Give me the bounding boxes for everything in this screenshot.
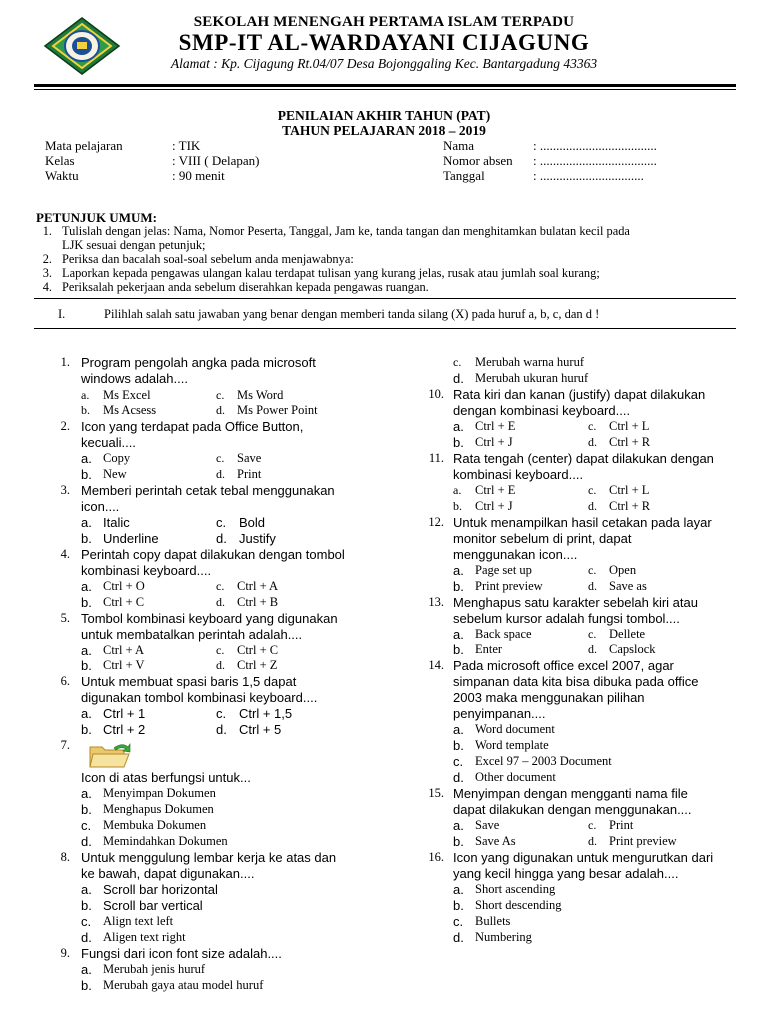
- option-letter: d.: [588, 642, 597, 656]
- question-text: Rata tengah (center) dapat dilakukan dengan: [453, 451, 714, 466]
- option-c[interactable]: Align text left: [103, 914, 174, 928]
- meta-label-date: Tanggal: [443, 168, 485, 183]
- question-text: monitor sebelum di print, dapat: [453, 531, 632, 546]
- question-text: Fungsi dari icon font size adalah....: [81, 946, 282, 961]
- meta-label-class: Kelas: [45, 153, 75, 168]
- option-c[interactable]: Ctrl + L: [609, 483, 650, 497]
- question-text: untuk membatalkan perintah adalah....: [81, 627, 303, 642]
- option-b[interactable]: Ctrl + J: [475, 435, 513, 449]
- option-d[interactable]: Other document: [475, 770, 556, 784]
- option-letter: a.: [453, 627, 464, 642]
- question-text: 2003 maka menggunakan pilihan: [453, 690, 645, 705]
- question-text: Perintah copy dapat dilakukan dengan tombol: [81, 547, 345, 562]
- exam-title: PENILAIAN AKHIR TAHUN (PAT): [277, 108, 491, 123]
- option-a[interactable]: Short ascending: [475, 882, 556, 896]
- question-text: simpanan data kita bisa dibuka pada office: [453, 674, 699, 689]
- option-a[interactable]: Merubah jenis huruf: [103, 962, 206, 976]
- option-letter: a.: [81, 388, 90, 402]
- option-c[interactable]: Ctrl + 1,5: [239, 706, 293, 721]
- option-letter: a.: [81, 882, 92, 897]
- question-number: 16.: [428, 850, 444, 864]
- option-a[interactable]: Ctrl + 1: [103, 706, 146, 721]
- option-a[interactable]: Word document: [475, 722, 555, 736]
- option-d[interactable]: Ms Power Point: [237, 403, 318, 417]
- instruction-text: Periksalah pekerjaan anda sebelum diserahkan kepada pengawas ruangan.: [62, 280, 429, 294]
- question-number: 9.: [60, 946, 70, 960]
- question-text: icon....: [81, 499, 120, 514]
- option-letter: b.: [81, 722, 92, 737]
- option-letter: b.: [453, 834, 464, 849]
- option-c[interactable]: Dellete: [609, 627, 646, 641]
- option-a[interactable]: Scroll bar horizontal: [103, 882, 218, 897]
- question-number: 15.: [428, 786, 444, 800]
- option-letter: a.: [81, 643, 92, 658]
- option-letter: b.: [453, 738, 464, 753]
- option-letter: c.: [453, 754, 464, 769]
- question-number: 2.: [60, 419, 70, 433]
- option-letter: b.: [81, 403, 90, 417]
- question-text: kombinasi keyboard....: [81, 563, 212, 578]
- question-number: 1.: [60, 355, 70, 369]
- instruction-item: [36, 238, 736, 252]
- question-text: kombinasi keyboard....: [453, 467, 584, 482]
- meta-label-subject: Mata pelajaran: [45, 138, 123, 153]
- option-c[interactable]: Merubah warna huruf: [475, 355, 584, 369]
- option-letter: b.: [453, 642, 464, 657]
- option-c[interactable]: Bullets: [475, 914, 511, 928]
- question-text: Icon yang terdapat pada Office Button,: [81, 419, 304, 434]
- option-letter: a.: [81, 451, 92, 466]
- option-d[interactable]: Ctrl + Z: [237, 658, 278, 672]
- question-text: Tombol kombinasi keyboard yang digunakan: [81, 611, 338, 626]
- option-letter: a.: [453, 818, 464, 833]
- option-letter: d.: [216, 467, 225, 481]
- question-text: Untuk menampilkan hasil cetakan pada layar: [453, 515, 712, 530]
- question-number: 13.: [428, 595, 444, 609]
- option-letter: a.: [81, 706, 92, 721]
- option-letter: b.: [81, 531, 92, 546]
- option-a[interactable]: Ctrl + A: [103, 643, 145, 657]
- instruction-text: Periksa dan bacalah soal-soal sebelum anda menjawabnya:: [62, 252, 354, 266]
- question-text: windows adalah....: [81, 371, 188, 386]
- option-letter: c.: [588, 563, 597, 577]
- option-letter: c.: [216, 451, 225, 465]
- option-b[interactable]: New: [103, 467, 127, 481]
- option-a[interactable]: Menyimpan Dokumen: [103, 786, 216, 800]
- option-letter: d.: [81, 930, 92, 945]
- option-c[interactable]: Ctrl + C: [237, 643, 279, 657]
- option-b[interactable]: Enter: [475, 642, 503, 656]
- option-b[interactable]: Merubah gaya atau model huruf: [103, 978, 264, 992]
- option-d[interactable]: Print preview: [609, 834, 677, 848]
- letterhead-divider: [34, 84, 736, 87]
- instruction-item: [36, 224, 736, 238]
- option-letter: d.: [216, 722, 227, 737]
- option-b[interactable]: Ctrl + 2: [103, 722, 146, 737]
- question-text: ke bawah, dapat digunakan....: [81, 866, 255, 881]
- option-letter: c.: [216, 515, 227, 530]
- question-text: Icon yang digunakan untuk mengurutkan dari: [453, 850, 714, 865]
- question-text: dapat dilakukan dengan menggunakan....: [453, 802, 692, 817]
- instruction-text: Tulislah dengan jelas: Nama, Nomor Peserta, Tanggal, Jam ke, tanda tangan dan menghitamkan bulatan kecil pada: [62, 224, 630, 238]
- option-b[interactable]: Ctrl + V: [103, 658, 145, 672]
- option-b[interactable]: Save As: [475, 834, 516, 848]
- option-letter: d.: [453, 371, 464, 386]
- option-letter: b.: [81, 802, 92, 817]
- question-text: dengan kombinasi keyboard....: [453, 403, 631, 418]
- option-letter: b.: [453, 898, 464, 913]
- letterhead-divider-thin: [34, 89, 736, 90]
- option-letter: d.: [588, 834, 597, 848]
- question-number: 6.: [60, 674, 70, 688]
- option-d[interactable]: Ctrl + R: [609, 499, 651, 513]
- meta-label-time: Waktu: [45, 168, 79, 183]
- meta-value-subject: : TIK: [172, 138, 201, 153]
- option-letter: d.: [216, 658, 225, 672]
- instruction-item: [36, 252, 736, 266]
- question-text: yang kecil hingga yang besar adalah....: [453, 866, 679, 881]
- option-b[interactable]: Word template: [475, 738, 549, 752]
- instruction-item: [36, 280, 736, 294]
- option-d[interactable]: Ctrl + 5: [239, 722, 282, 737]
- meta-value-absent-number: : ....................................: [533, 153, 657, 168]
- option-d[interactable]: Save as: [609, 579, 647, 593]
- option-letter: c.: [216, 706, 227, 721]
- option-a[interactable]: Ctrl + O: [103, 579, 145, 593]
- question-number: 7.: [60, 738, 70, 752]
- meta-label-absent-number: Nomor absen: [443, 153, 513, 168]
- question-text: digunakan tombol kombinasi keyboard....: [81, 690, 318, 705]
- option-b[interactable]: Ms Acsess: [103, 403, 157, 417]
- question-text: Menyimpan dengan mengganti nama file: [453, 786, 688, 801]
- option-letter: a.: [81, 579, 92, 594]
- school-short-name: SMP-IT AL-WARDAYANI CIJAGUNG: [178, 30, 590, 55]
- option-letter: d.: [588, 579, 597, 593]
- option-c[interactable]: Ctrl + L: [609, 419, 650, 433]
- option-d[interactable]: Merubah ukuran huruf: [475, 371, 589, 385]
- question-text: kecuali....: [81, 435, 136, 450]
- option-letter: d.: [453, 770, 464, 785]
- question-text: Icon di atas berfungsi untuk...: [81, 770, 251, 785]
- option-a[interactable]: Back space: [475, 627, 532, 641]
- option-d[interactable]: Ctrl + R: [609, 435, 651, 449]
- option-d[interactable]: Memindahkan Dokumen: [103, 834, 228, 848]
- option-c[interactable]: Save: [237, 451, 262, 465]
- instructions-heading: PETUNJUK UMUM:: [36, 210, 157, 225]
- meta-value-name: : ....................................: [533, 138, 657, 153]
- option-b[interactable]: Menghapus Dokumen: [103, 802, 214, 816]
- option-letter: a.: [81, 786, 92, 801]
- question-number: 4.: [60, 547, 70, 561]
- option-a[interactable]: Ctrl + E: [475, 419, 516, 433]
- option-letter: a.: [453, 419, 464, 434]
- question-text: menggunakan icon....: [453, 547, 578, 562]
- question-text: penyimpanan....: [453, 706, 546, 721]
- section-divider: [34, 328, 736, 329]
- question-text: sebelum kursor adalah fungsi tombol....: [453, 611, 680, 626]
- option-letter: b.: [453, 435, 464, 450]
- option-letter: d.: [216, 595, 225, 609]
- option-b[interactable]: Short descending: [475, 898, 562, 912]
- option-b[interactable]: Ctrl + J: [475, 499, 513, 513]
- instruction-number: 4.: [42, 280, 52, 294]
- option-letter: d.: [216, 403, 225, 417]
- option-letter: d.: [81, 834, 92, 849]
- section-number: I.: [58, 307, 66, 321]
- option-letter: c.: [588, 419, 597, 433]
- question-number: 12.: [428, 515, 444, 529]
- option-b[interactable]: Ctrl + C: [103, 595, 145, 609]
- question-text: Rata kiri dan kanan (justify) dapat dilakukan: [453, 387, 706, 402]
- instruction-item: [36, 266, 736, 280]
- option-a[interactable]: Page set up: [475, 563, 532, 577]
- meta-value-time: : 90 menit: [172, 168, 225, 183]
- question-text: Memberi perintah cetak tebal menggunakan: [81, 483, 335, 498]
- option-letter: a.: [453, 563, 464, 578]
- option-b[interactable]: Scroll bar vertical: [103, 898, 203, 913]
- option-letter: c.: [81, 818, 92, 833]
- option-letter: a.: [81, 515, 92, 530]
- option-d[interactable]: Capslock: [609, 642, 656, 656]
- option-letter: b.: [81, 978, 92, 993]
- option-a[interactable]: Italic: [103, 515, 130, 530]
- option-b[interactable]: Underline: [103, 531, 159, 546]
- meta-label-name: Nama: [443, 138, 475, 153]
- option-letter: d.: [216, 531, 227, 546]
- option-c[interactable]: Open: [609, 563, 637, 577]
- option-letter: c.: [81, 914, 92, 929]
- instruction-number: 3.: [42, 266, 52, 280]
- question-number: 11.: [428, 451, 444, 465]
- question-text: Pada microsoft office excel 2007, agar: [453, 658, 674, 673]
- question-number: 8.: [60, 850, 70, 864]
- option-c[interactable]: Ms Word: [237, 388, 284, 402]
- meta-value-date: : ................................: [533, 168, 644, 183]
- option-letter: d.: [588, 499, 597, 513]
- question-number: 3.: [60, 483, 70, 497]
- option-a[interactable]: Ctrl + E: [475, 483, 516, 497]
- option-d[interactable]: Aligen text right: [103, 930, 186, 944]
- option-letter: a.: [453, 722, 464, 737]
- option-letter: d.: [453, 930, 464, 945]
- option-letter: a.: [453, 882, 464, 897]
- option-d[interactable]: Justify: [239, 531, 276, 546]
- option-d[interactable]: Print: [237, 467, 262, 481]
- option-letter: c.: [588, 818, 597, 832]
- option-d[interactable]: Numbering: [475, 930, 532, 944]
- option-letter: c.: [216, 388, 225, 402]
- open-folder-icon: [88, 741, 132, 769]
- option-d[interactable]: Ctrl + B: [237, 595, 279, 609]
- instruction-number: 2.: [42, 252, 52, 266]
- option-letter: a.: [453, 483, 462, 497]
- option-a[interactable]: Save: [475, 818, 500, 832]
- section-instruction: Pilihlah salah satu jawaban yang benar dengan memberi tanda silang (X) pada huruf a, b, c, dan d !: [104, 307, 600, 321]
- exam-year: TAHUN PELAJARAN 2018 – 2019: [282, 123, 486, 138]
- section-divider: [34, 298, 736, 299]
- instruction-text: Laporkan kepada pengawas ulangan kalau terdapat tulisan yang kurang jelas, rusak atau jumlah soal kurang;: [62, 266, 600, 280]
- question-text: Untuk menggulung lembar kerja ke atas dan: [81, 850, 337, 865]
- option-letter: c.: [588, 483, 597, 497]
- school-address: Alamat : Kp. Cijagung Rt.04/07 Desa Bojonggaling Kec. Bantargadung 43363: [170, 56, 598, 71]
- option-letter: b.: [453, 579, 464, 594]
- option-c[interactable]: Membuka Dokumen: [103, 818, 207, 832]
- option-c[interactable]: Ctrl + A: [237, 579, 279, 593]
- option-c[interactable]: Bold: [239, 515, 266, 530]
- option-letter: c.: [453, 914, 464, 929]
- option-b[interactable]: Print preview: [475, 579, 543, 593]
- question-number: 14.: [428, 658, 444, 672]
- option-letter: b.: [81, 467, 92, 482]
- question-number: 5.: [60, 611, 70, 625]
- question-number: 10.: [428, 387, 444, 401]
- instruction-number: 1.: [42, 224, 52, 238]
- question-text: Program pengolah angka pada microsoft: [81, 355, 316, 370]
- option-c[interactable]: Print: [609, 818, 634, 832]
- option-letter: d.: [588, 435, 597, 449]
- option-letter: c.: [216, 643, 225, 657]
- option-letter: b.: [81, 595, 92, 610]
- option-letter: b.: [81, 898, 92, 913]
- school-name: SEKOLAH MENENGAH PERTAMA ISLAM TERPADU: [193, 14, 575, 30]
- option-a[interactable]: Ms Excel: [103, 388, 151, 402]
- option-letter: c.: [588, 627, 597, 641]
- option-letter: b.: [453, 499, 462, 513]
- meta-value-class: : VIII ( Delapan): [172, 153, 260, 168]
- option-letter: a.: [81, 962, 92, 977]
- question-text: Untuk membuat spasi baris 1,5 dapat: [81, 674, 297, 689]
- option-a[interactable]: Copy: [103, 451, 131, 465]
- instruction-text: LJK sesuai dengan petunjuk;: [62, 238, 206, 252]
- option-c[interactable]: Excel 97 – 2003 Document: [475, 754, 612, 768]
- option-letter: c.: [453, 355, 462, 369]
- option-letter: b.: [81, 658, 92, 673]
- question-text: Menghapus satu karakter sebelah kiri atau: [453, 595, 698, 610]
- option-letter: c.: [216, 579, 225, 593]
